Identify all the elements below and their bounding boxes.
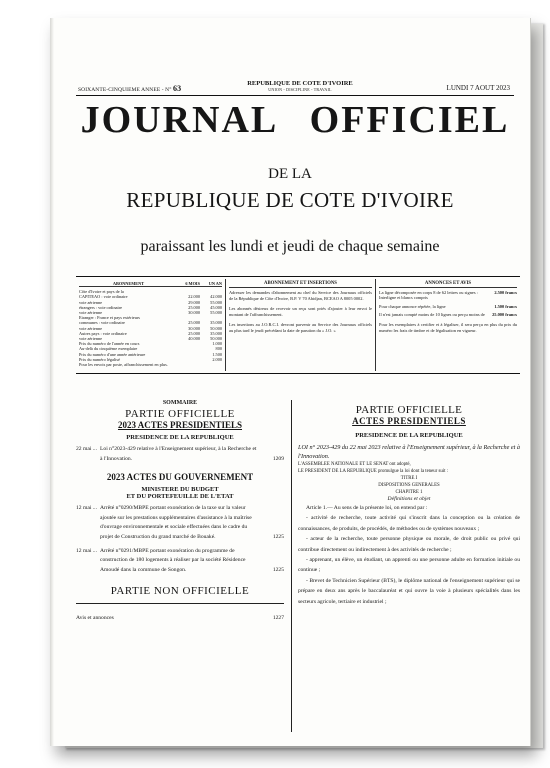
article-official-part: PARTIE OFFICIELLE — [355, 404, 463, 416]
rate-six-months: 40.000 — [188, 336, 200, 342]
rate-label: voie aérienne — [79, 299, 103, 305]
president-promulgation: LE PRESIDENT DE LA REPUBLIQUE promulgue la loi dont la teneur suit : — [298, 469, 448, 474]
summary-ministry-sub: ET DU PORTEFEUILLE DE L'ETAT — [126, 493, 234, 501]
rate-label: communes : voie ordinaire — [79, 320, 125, 326]
republic-name: REPUBLIQUE DE COTE D'IVOIRE — [247, 80, 353, 87]
entry-page: 1225 — [272, 533, 284, 540]
entry-date: 12 mai ... — [76, 505, 97, 512]
insertions-deadline: Les insertions au J.O.R.C.I. devront parvenir au Service des Journaux officiels au plus tard le jeudi précédant la date de parution du « J.O. » — [229, 322, 372, 333]
rate-one-year: 1.500 — [212, 351, 222, 357]
rate-label: Prix du numéro de l'année en cours — [79, 341, 140, 347]
rate-six-months: 25.000 — [188, 320, 200, 326]
article-paragraph: - apprenant, un élève, un étudiant, un apprenti ou une personne adulte en formation initiale ou continue ; — [298, 557, 520, 574]
rate-label: Côte d'Ivoire et pays de la — [79, 289, 124, 295]
rate-one-year: 50.000 — [210, 325, 222, 331]
notice-price: 1.500 francs — [494, 303, 517, 309]
notice-label: Il n'est jamais compté moins de 10 lignes ou perçu moins de — [379, 312, 485, 318]
summary-unofficial-part: PARTIE NON OFFICIELLE — [76, 585, 284, 604]
rate-one-year: 35.000 — [210, 330, 222, 336]
rate-six-months — [178, 362, 200, 367]
issue-date: LUNDI 7 AOUT 2023 — [446, 84, 510, 92]
entry-date: 22 mai ... — [76, 446, 97, 452]
rate-one-year: 1.000 — [212, 341, 222, 347]
chapter-number: CHAPITRE 1 — [395, 490, 423, 495]
notices-box — [376, 279, 520, 371]
title-of: DE LA — [268, 166, 312, 182]
summary-heading: SOMMAIRE — [162, 400, 198, 406]
article-paragraph: Article 1.— Au sens de la présente loi, on entend par : — [306, 505, 428, 511]
column-rule — [291, 400, 292, 732]
rate-six-months: 25.000 — [188, 330, 200, 336]
rate-label: Pour les envois par poste, affranchissement en plus. — [79, 362, 168, 368]
summary-entry — [76, 504, 284, 542]
article-body — [298, 503, 520, 607]
rate-one-year: 45.000 — [210, 304, 222, 310]
info-boxes — [76, 276, 520, 374]
rate-one-year: 2.000 — [212, 356, 222, 362]
summary-presidency: PRESIDENCE DE LA REPUBLIQUE — [126, 434, 234, 441]
assembly-adoption: L'ASSEMBLEE NATIONALE ET LE SENAT ont adopté, — [298, 462, 411, 467]
rate-one-year: 42.000 — [210, 294, 222, 300]
summary-presidential-acts: 2023 ACTES PRESIDENTIELS — [117, 420, 243, 430]
law-title: LOI n° 2023-429 du 22 mai 2023 relative à l'Enseignement supérieur, à la Recherche et à l'Innovation. — [298, 444, 520, 460]
gazette-page — [50, 18, 531, 746]
notices-note: Pour les exemplaires à certifier et à légaliser, il sera perçu en plus du prix du numéro les frais de timbre et de légalisation en vigueur. — [379, 321, 517, 333]
entry-page: 1225 — [272, 566, 284, 573]
rate-six-months: 29.000 — [188, 299, 200, 305]
subscription-head — [79, 281, 222, 287]
summary-government-acts: 2023 ACTES DU GOUVERNEMENT — [106, 472, 254, 483]
notice-price: 25.000 francs — [492, 312, 517, 318]
rate-label: Etranger : France et pays extérieurs — [79, 315, 140, 321]
article-column — [298, 404, 520, 607]
summary-entry — [76, 445, 284, 464]
notices-heading: ANNONCES ET AVIS — [379, 281, 517, 288]
rate-label: Prix du numéro légalisé — [79, 356, 120, 362]
insertions-address: Adresser les demandes d'abonnement au chef du Service des Journaux officiels de la République de Côte d'Ivoire, B.P. V 70 Abidjan, BCEAO A 8005 0002. — [229, 290, 372, 301]
rate-label: CAPITEAO : voie ordinaire — [79, 294, 128, 300]
insertions-box — [226, 279, 376, 371]
rate-one-year: 800 — [215, 346, 222, 352]
entry-text: Loi n°2023-429 relative à l'Enseignement supérieur, à la Recherche et à l'Innovation. — [100, 446, 257, 462]
subscription-box — [76, 279, 226, 371]
notice-label: Pour chaque annonce répétée, la ligne — [379, 303, 446, 309]
summary-entry — [76, 614, 284, 624]
col-one-year: UN AN — [208, 281, 222, 286]
article-paragraph: - Brevet de Technicien Supérieur (BTS), le diplôme national de l'enseignement supérieur qui se prépare en deux ans après le baccalauréat et qui ouvre la voie à plusieurs spécialités dans les secteurs agricole, tertiaire et industriel ; — [298, 577, 520, 605]
rate-label: Autres pays : voie ordinaire — [79, 330, 127, 336]
title-number: TITRE I — [400, 476, 418, 481]
journal-title: JOURNAL OFFICIEL — [80, 99, 510, 141]
entry-text: Avis et annonces — [76, 615, 114, 622]
publication-schedule: paraissant les lundi et jeudi de chaque semaine — [140, 238, 440, 255]
rate-label: voie aérienne — [79, 325, 103, 331]
notice-row — [379, 312, 517, 317]
entry-text: Arrêté n°0291/MBPE portant exonération du programme de construction de 180 logements à réaliser par la société Résidence Amoudé dans la commune de Songon. — [100, 547, 246, 573]
rate-one-year: 35.000 — [210, 320, 222, 326]
article-presidential-acts: ACTES PRESIDENTIELS — [352, 416, 466, 426]
rate-label: voie aérienne — [79, 310, 103, 316]
rate-six-months: 30.000 — [188, 325, 200, 331]
notice-rows — [379, 290, 517, 318]
subscription-heading: ABONNEMENT — [112, 281, 145, 286]
article-paragraph: - activité de recherche, toute activité qui s'inscrit dans la conception ou la création de connaissances, de produits, de procédés, de méthodes ou de systèmes nouveaux ; — [298, 515, 520, 532]
insertions-receipt: Les abonnés désireux de recevoir un reçu sont priés d'ajouter à leur envoi le montant de l'affranchissement. — [229, 306, 372, 317]
header-rule — [76, 95, 514, 96]
col-six-months: 6 MOIS — [185, 281, 200, 286]
notice-label: La ligne décomposée en corps 8 de 62 lettres ou signes : Interligne et blancs compris — [379, 290, 478, 301]
summary-official-part: PARTIE OFFICIELLE — [125, 408, 235, 420]
rate-one-year — [200, 362, 222, 367]
article-paragraph: - acteur de la recherche, toute personne physique ou morale, de droit public ou privé qui contribue directement ou indirectement à des activités de recherche ; — [298, 536, 520, 553]
notice-row — [379, 304, 517, 309]
notice-row — [379, 290, 517, 301]
edition-line — [78, 84, 181, 93]
edition-label: SOIXANTE-CINQUIEME ANNEE - N° — [78, 87, 172, 93]
chapter-title: Définitions et objet — [387, 496, 431, 502]
rate-one-year: 50.000 — [210, 336, 222, 342]
rate-six-months: 25.000 — [188, 304, 200, 310]
entry-page: 1227 — [272, 615, 284, 622]
summary-column — [76, 400, 284, 624]
article-presidency: PRESIDENCE DE LA REPUBLIQUE — [355, 432, 463, 439]
entry-date: 12 mai ... — [76, 547, 97, 554]
rate-label: Au-delà du cinquième exemplaire — [79, 346, 138, 352]
header-republic — [210, 80, 390, 92]
summary-ministry: MINISTERE DU BUDGET — [141, 486, 219, 494]
notice-price: 2.500 francs — [494, 290, 517, 295]
entry-text: Arrêté n°0290/MBPE portant exonération de la taxe sur la valeur ajoutée sur les prestations supplémentaires d'assistance à la maîtrise d'ouvrage environnementale et sociale effectuées dans le cadre du projet de Construction du grand marché de Bouaké. — [100, 505, 252, 540]
general-provisions: DISPOSITIONS GENERALES — [378, 483, 440, 488]
insertions-heading: ABONNEMENT ET INSERTIONS — [229, 281, 372, 288]
rate-label: voie aérienne — [79, 336, 103, 342]
rate-six-months: 22.000 — [188, 294, 200, 300]
rate-one-year: 55.000 — [210, 299, 222, 305]
rate-one-year: 55.000 — [210, 310, 222, 316]
subscription-rows — [79, 289, 222, 367]
issue-number: 63 — [173, 84, 182, 93]
country-title: REPUBLIQUE DE COTE D'IVOIRE — [126, 188, 454, 212]
national-motto: UNION - DISCIPLINE - TRAVAIL — [268, 87, 332, 92]
rate-six-months: 30.000 — [188, 310, 200, 316]
rate-label: étrangers : voie ordinaire — [79, 304, 123, 310]
entry-page: 1209 — [272, 455, 284, 462]
subscription-row — [79, 362, 222, 367]
summary-entry — [76, 547, 284, 576]
rate-label: Prix du numéro d'une année antérieure — [79, 351, 146, 357]
